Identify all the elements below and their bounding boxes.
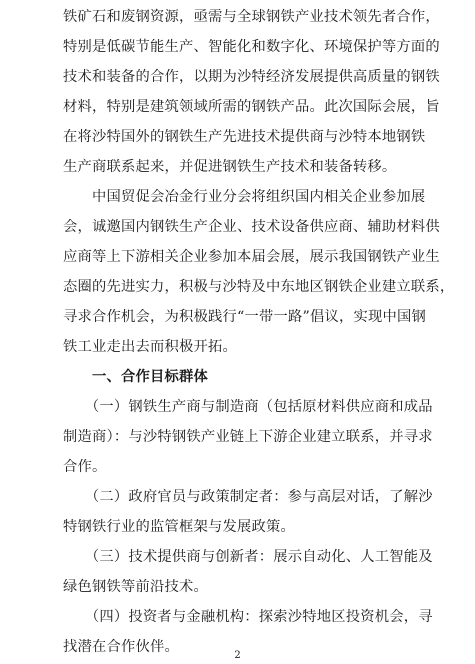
body-text-line: 找潜在合作伙伴。	[63, 639, 179, 655]
body-text-line: 中国贸促会冶金行业分会将组织国内相关企业参加展	[63, 189, 426, 205]
body-text-line: 特钢铁行业的监管框架与发展政策。	[63, 519, 295, 535]
body-text-line: （四）投资者与金融机构：探索沙特地区投资机会，寻	[63, 609, 433, 625]
body-text-line: 制造商）：与沙特钢铁产业链上下游企业建立联系，并寻求	[63, 429, 433, 445]
section-heading: 一、合作目标群体	[63, 369, 208, 385]
body-text-line: 绿色钢铁等前沿技术。	[63, 579, 208, 595]
body-text-line: 生产商联系起来，并促进钢铁生产技术和装备转移。	[63, 159, 397, 175]
body-text-line: 材料，特别是建筑领域所需的钢铁产品。此次国际会展，旨	[63, 99, 440, 115]
body-text-line: 铁工业走出去而积极开拓。	[63, 339, 237, 355]
body-text-line: 应商等上下游相关企业参加本届会展，展示我国钢铁产业生	[63, 249, 440, 265]
body-text-line: 铁矿石和废钢资源，亟需与全球钢铁产业技术领先者合作，	[63, 9, 440, 25]
body-text-line: 寻求合作机会，为积极践行“一带一路”倡议，实现中国钢	[63, 309, 426, 325]
body-text-line: 特别是低碳节能生产、智能化和数字化、环境保护等方面的	[63, 39, 440, 55]
body-text-line: 合作。	[63, 459, 107, 475]
body-text-line: 技术和装备的合作，以期为沙特经济发展提供高质量的钢铁	[63, 69, 440, 85]
body-text-line: （二）政府官员与政策制定者：参与高层对话，了解沙	[63, 489, 433, 505]
body-text-line: （三）技术提供商与创新者：展示自动化、人工智能及	[63, 549, 433, 565]
page-number: 2	[234, 650, 241, 661]
body-text-line: 会，诚邀国内钢铁生产企业、技术设备供应商、辅助材料供	[63, 219, 440, 235]
body-text-line: 在将沙特国外的钢铁生产先进技术提供商与沙特本地钢铁	[63, 129, 426, 145]
body-text-line: （一）钢铁生产商与制造商（包括原材料供应商和成品	[63, 399, 433, 415]
body-text-line: 态圈的先进实力，积极与沙特及中东地区钢铁企业建立联系，	[63, 279, 455, 295]
